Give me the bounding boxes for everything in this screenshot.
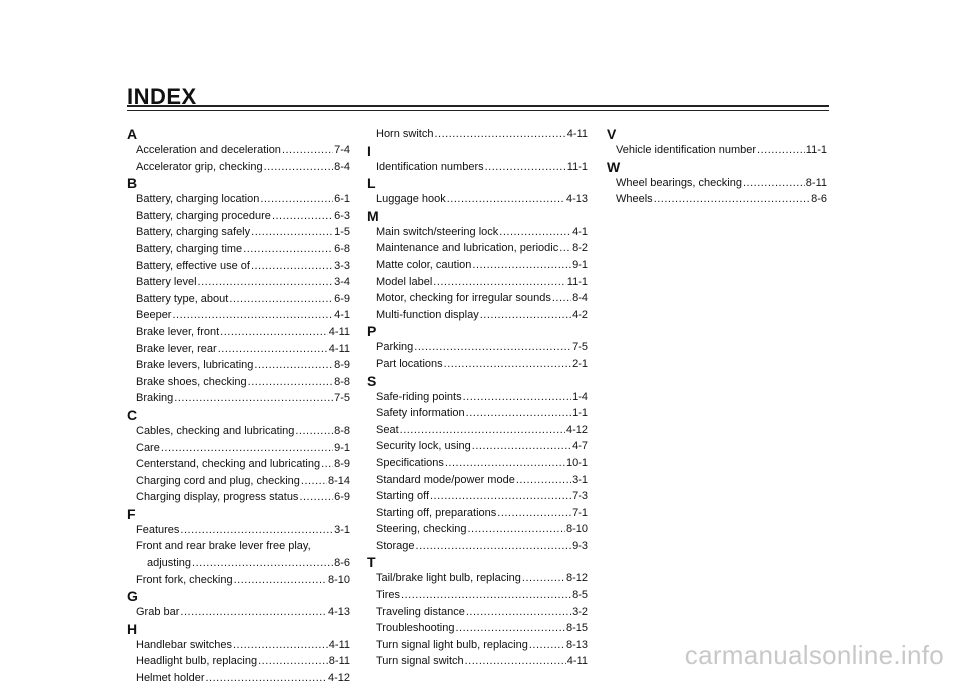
index-entry-page: 11-1 [566, 160, 588, 173]
index-entry[interactable] [127, 191, 350, 208]
index-entry[interactable] [127, 604, 350, 621]
index-entry-page: 8-10 [565, 523, 588, 536]
index-entry-label: Brake shoes, checking [136, 375, 247, 388]
index-entry[interactable] [127, 307, 350, 324]
dot-leader [552, 290, 571, 307]
watermark-text: carmanualsonline.info [684, 640, 944, 670]
index-entry[interactable] [367, 126, 588, 143]
index-entry-label: Standard mode/power mode [376, 473, 515, 486]
index-entry[interactable] [367, 637, 588, 654]
index-entry-page: 4-2 [572, 308, 588, 321]
index-entry-label: Beeper [136, 309, 172, 322]
index-entry-page: 6-8 [334, 242, 350, 255]
index-entry[interactable] [127, 555, 350, 572]
title-rule [127, 105, 829, 111]
dot-leader [264, 159, 334, 176]
index-letter-heading: S [367, 372, 377, 389]
index-entry-label: Battery, charging procedure [136, 209, 271, 222]
dot-leader [233, 637, 328, 654]
index-entry-page: 9-3 [572, 539, 588, 552]
index-entry-label: Front and rear brake lever free play, [136, 540, 311, 553]
index-entry-label: Battery type, about [136, 292, 229, 305]
index-letter-heading: P [367, 323, 377, 340]
index-entry-label: Cables, checking and lubricating [136, 424, 295, 437]
index-letter-heading: F [127, 505, 136, 522]
index-entry-page: 8-4 [334, 160, 350, 173]
index-entry-label: Wheels [616, 193, 653, 206]
dot-leader [174, 390, 333, 407]
dot-leader [497, 505, 571, 522]
dot-leader [472, 438, 571, 455]
dot-leader [455, 620, 564, 637]
dot-leader [466, 405, 571, 422]
index-entry[interactable] [367, 356, 588, 373]
dot-leader [260, 191, 333, 208]
dot-leader [516, 472, 571, 489]
index-column-3 [607, 126, 827, 208]
index-entry-page: 8-8 [334, 424, 350, 437]
index-entry[interactable] [127, 390, 350, 407]
index-entry-page: 9-1 [334, 441, 350, 454]
index-entry-label: Brake lever, front [136, 325, 220, 338]
index-entry-label: Helmet holder [136, 672, 205, 685]
index-entry-label: Acceleration and deceleration [136, 144, 281, 156]
index-entry-page: 4-11 [566, 128, 588, 140]
dot-leader [282, 142, 333, 159]
dot-leader [234, 572, 327, 589]
index-entry-page: 4-1 [334, 309, 350, 322]
index-entry-page: 6-3 [334, 209, 350, 222]
dot-leader [299, 489, 333, 506]
index-entry[interactable] [127, 637, 350, 654]
index-entry-page: 6-9 [334, 491, 350, 504]
dot-leader [499, 224, 571, 241]
index-entry[interactable] [367, 389, 588, 406]
index-entry-label: Charging cord and plug, checking [136, 474, 300, 487]
index-entry[interactable] [367, 472, 588, 489]
index-entry[interactable] [127, 224, 350, 241]
index-entry[interactable] [367, 604, 588, 621]
index-entry-page: 7-1 [572, 506, 588, 519]
index-entry-page: 7-5 [334, 392, 350, 405]
index-entry[interactable] [127, 572, 350, 589]
index-letter-heading: W [607, 158, 621, 175]
dot-leader [430, 488, 571, 505]
index-entry-page: 8-11 [328, 655, 350, 668]
dot-leader [229, 291, 333, 308]
index-entry-label: Multi-function display [376, 308, 479, 321]
index-entry-page: 4-12 [565, 423, 588, 436]
dot-leader [485, 159, 566, 176]
index-entry[interactable] [127, 538, 350, 555]
dot-leader [220, 324, 328, 341]
dot-leader [466, 604, 571, 621]
dot-leader [444, 356, 571, 373]
index-entry-label: Security lock, using [376, 440, 471, 453]
index-entry-page: 6-1 [334, 193, 350, 206]
index-entry-label: Headlight bulb, replacing [136, 655, 258, 668]
index-entry-label: Main switch/steering lock [376, 225, 499, 238]
index-entry-label: Braking [136, 392, 174, 405]
index-entry[interactable] [367, 290, 588, 307]
index-entry-page: 7-4 [334, 144, 350, 156]
dot-leader [480, 307, 571, 324]
index-entry[interactable] [127, 653, 350, 670]
index-letter-heading: L [367, 175, 376, 192]
index-entry[interactable] [127, 258, 350, 275]
index-entry-page: 2-1 [572, 357, 588, 370]
index-entry[interactable] [127, 670, 350, 687]
index-entry-page: 4-7 [572, 440, 588, 453]
index-entry-page: 1-5 [334, 226, 350, 239]
index-entry[interactable] [127, 159, 350, 176]
index-entry[interactable] [367, 653, 588, 670]
index-entry-label: Charging display, progress status [136, 491, 299, 504]
index-entry-page: 4-12 [327, 672, 350, 685]
dot-leader [258, 653, 328, 670]
index-entry-page: 3-2 [572, 605, 588, 618]
index-entry-page: 8-5 [572, 589, 588, 602]
index-entry-page: 7-3 [572, 490, 588, 503]
index-entry[interactable] [367, 570, 588, 587]
index-entry-page: 8-12 [565, 572, 588, 585]
index-entry-label: Care [136, 441, 160, 454]
index-entry-page: 8-6 [811, 193, 827, 206]
index-entry-page: 7-5 [572, 341, 588, 354]
index-entry-label: Vehicle identification number [616, 144, 757, 156]
dot-leader [254, 357, 333, 374]
index-entry-label: Matte color, caution [376, 258, 472, 271]
index-entry-label: Horn switch [376, 128, 434, 140]
index-entry[interactable] [127, 473, 350, 490]
index-entry-label: Starting off [376, 490, 429, 503]
index-entry[interactable] [127, 208, 350, 225]
index-entry-label: Troubleshooting [376, 622, 455, 635]
dot-leader [401, 587, 571, 604]
index-entry[interactable] [127, 274, 350, 291]
index-entry[interactable] [127, 489, 350, 506]
index-entry-label: Safe-riding points [376, 390, 462, 403]
dot-leader [301, 473, 327, 490]
dot-leader [251, 258, 333, 275]
index-letter-heading: C [127, 406, 138, 423]
index-entry-label: Starting off, preparations [376, 506, 497, 519]
index-entry[interactable] [127, 291, 350, 308]
index-entry[interactable] [367, 405, 588, 422]
dot-leader [529, 637, 565, 654]
index-entry-label: Front fork, checking [136, 573, 233, 586]
dot-leader [757, 142, 805, 159]
dot-leader [434, 126, 565, 143]
index-entry-page: 8-11 [805, 176, 827, 189]
dot-leader [180, 604, 327, 621]
index-entry-label: Grab bar [136, 606, 180, 619]
index-entry-page: 4-11 [328, 342, 350, 355]
index-entry[interactable] [127, 440, 350, 457]
dot-leader [172, 307, 333, 324]
index-entry-page: 8-10 [327, 573, 350, 586]
index-entry[interactable] [367, 538, 588, 555]
index-entry-label: Part locations [376, 357, 443, 370]
index-entry-page: 8-14 [327, 474, 350, 487]
index-entry[interactable] [127, 357, 350, 374]
dot-leader [472, 257, 571, 274]
index-entry-label: Turn signal switch [376, 655, 464, 668]
index-entry[interactable] [367, 521, 588, 538]
index-entry-label: Handlebar switches [136, 638, 232, 651]
index-entry-page: 1-4 [572, 390, 588, 403]
index-entry-page: 11-1 [566, 275, 588, 288]
index-entry[interactable] [367, 339, 588, 356]
dot-leader [743, 175, 805, 192]
index-entry[interactable] [367, 240, 588, 257]
index-entry-page: 8-9 [334, 359, 350, 372]
index-entry[interactable] [367, 422, 588, 439]
index-column-1 [127, 126, 350, 687]
dot-leader [192, 555, 333, 572]
index-entry[interactable] [367, 191, 588, 208]
index-entry-page: 10-1 [565, 456, 588, 469]
index-entry[interactable] [367, 224, 588, 241]
dot-leader [180, 522, 333, 539]
dot-leader [295, 423, 333, 440]
dot-leader [559, 240, 571, 257]
index-entry-page: 8-6 [334, 557, 350, 570]
index-entry[interactable] [127, 324, 350, 341]
index-entry-page: 4-1 [572, 225, 588, 238]
dot-leader [205, 670, 326, 687]
dot-leader [251, 224, 333, 241]
index-entry[interactable] [127, 374, 350, 391]
index-letter-heading: A [127, 126, 138, 142]
index-entry-page: 8-4 [572, 292, 588, 305]
index-entry[interactable] [127, 522, 350, 539]
index-entry-label: adjusting [147, 557, 192, 570]
index-entry-label: Tail/brake light bulb, replacing [376, 572, 521, 585]
index-entry-page: 8-2 [572, 242, 588, 255]
dot-leader [248, 374, 333, 391]
index-entry[interactable] [127, 142, 350, 159]
index-entry[interactable] [607, 191, 827, 208]
dot-leader [414, 339, 571, 356]
index-entry-label: Traveling distance [376, 605, 465, 618]
index-entry[interactable] [367, 488, 588, 505]
index-entry-label: Battery, charging location [136, 193, 260, 206]
index-entry-label: Wheel bearings, checking [616, 176, 742, 189]
dot-leader [218, 341, 328, 358]
index-entry-label: Features [136, 523, 180, 536]
index-entry-page: 9-1 [572, 258, 588, 271]
dot-leader [321, 456, 333, 473]
index-entry[interactable] [367, 455, 588, 472]
index-entry-label: Battery, effective use of [136, 259, 250, 272]
index-entry[interactable] [367, 274, 588, 291]
index-entry-page: 8-8 [334, 375, 350, 388]
index-entry-label: Safety information [376, 407, 465, 420]
dot-leader [416, 538, 572, 555]
index-entry-page: 1-1 [572, 407, 588, 420]
index-entry-label: Storage [376, 539, 415, 552]
index-letter-heading: H [127, 620, 138, 637]
index-letter-heading: I [367, 142, 371, 159]
index-entry-page: 3-1 [334, 523, 350, 536]
index-entry[interactable] [127, 456, 350, 473]
index-entry-page: 4-11 [328, 325, 350, 338]
index-entry[interactable] [367, 587, 588, 604]
index-entry-label: Battery level [136, 276, 197, 289]
index-entry-label: Identification numbers [376, 160, 484, 173]
dot-leader [445, 455, 565, 472]
index-entry-label: Battery, charging safely [136, 226, 251, 239]
index-entry-page: 4-13 [327, 606, 350, 619]
index-letter-heading: V [607, 126, 617, 142]
index-letter-heading: G [127, 588, 138, 605]
index-entry-page: 8-13 [565, 638, 588, 651]
index-entry-page: 8-9 [334, 458, 350, 471]
index-entry-page: 3-3 [334, 259, 350, 272]
index-entry-page: 3-4 [334, 276, 350, 289]
index-entry[interactable] [367, 620, 588, 637]
dot-leader [468, 521, 565, 538]
index-entry[interactable] [607, 175, 827, 192]
index-entry-label: Battery, charging time [136, 242, 243, 255]
index-entry-label: Brake levers, lubricating [136, 359, 254, 372]
index-entry-label: Luggage hook [376, 193, 446, 206]
index-entry-label: Turn signal light bulb, replacing [376, 638, 528, 651]
index-entry-page: 6-9 [334, 292, 350, 305]
dot-leader [400, 422, 565, 439]
index-entry[interactable] [607, 142, 827, 159]
index-entry-page: 4-11 [566, 655, 588, 668]
index-letter-heading: M [367, 207, 379, 224]
index-column-2 [367, 126, 588, 670]
index-entry[interactable] [367, 159, 588, 176]
index-entry-page: 4-11 [328, 638, 350, 651]
dot-leader [198, 274, 334, 291]
index-entry-label: Tires [376, 589, 401, 602]
page-title: INDEX [127, 84, 197, 109]
index-entry-label: Brake lever, rear [136, 342, 217, 355]
index-entry-page: 3-1 [572, 473, 588, 486]
dot-leader [161, 440, 333, 457]
index-letter-heading: T [367, 554, 376, 571]
index-entry-label: Motor, checking for irregular sounds [376, 292, 551, 305]
dot-leader [433, 274, 566, 291]
dot-leader [465, 653, 566, 670]
index-entry-label: Accelerator grip, checking [136, 160, 263, 173]
index-entry-page: 11-1 [805, 144, 827, 156]
index-entry-label: Seat [376, 423, 399, 436]
index-letter-heading: B [127, 175, 138, 192]
index-entry-label: Steering, checking [376, 523, 467, 536]
index-entry[interactable] [367, 438, 588, 455]
dot-leader [243, 241, 333, 258]
index-entry[interactable] [127, 241, 350, 258]
index-entry[interactable] [127, 341, 350, 358]
index-entry[interactable] [367, 505, 588, 522]
index-entry-label: Specifications [376, 456, 444, 469]
dot-leader [272, 208, 333, 225]
index-entry-label: Model label [376, 275, 433, 288]
index-entry-page: 4-13 [565, 193, 588, 206]
index-entry[interactable] [367, 257, 588, 274]
index-entry-label: Maintenance and lubrication, periodic [376, 242, 559, 255]
dot-leader [447, 191, 565, 208]
dot-leader [522, 570, 565, 587]
index-entry[interactable] [127, 423, 350, 440]
index-entry-label: Parking [376, 341, 414, 354]
dot-leader [654, 191, 810, 208]
index-entry-page: 8-15 [565, 622, 588, 635]
dot-leader [463, 389, 571, 406]
index-entry[interactable] [367, 307, 588, 324]
index-entry-label: Centerstand, checking and lubricating [136, 458, 321, 471]
